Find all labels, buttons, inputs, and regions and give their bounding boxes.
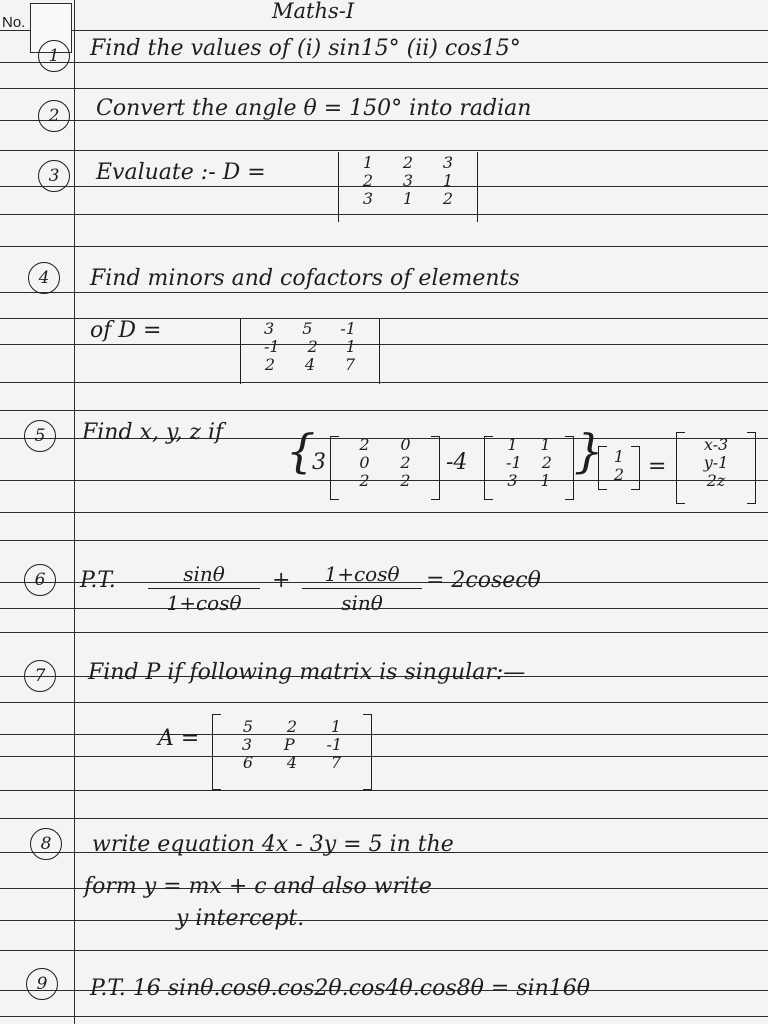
ruled-line: [0, 344, 768, 345]
matrix-cell: 1: [540, 435, 551, 454]
question-6-fraction-1: [148, 562, 260, 615]
question-4-number: 4: [28, 262, 60, 294]
matrix-cell: 1: [613, 447, 625, 466]
question-8-number: 8: [30, 828, 62, 860]
question-6-fraction-2: [302, 562, 422, 615]
matrix-cell: x-3: [703, 435, 729, 454]
bracket-left: [212, 714, 221, 790]
matrix-cell: 3: [442, 153, 454, 172]
question-1-text: Find the values of (i) sin15° (ii) cos15°: [90, 36, 521, 61]
question-2-text: Convert the angle θ = 150° into radian: [96, 96, 532, 121]
matrix-cell: 3: [362, 189, 374, 208]
matrix-cell: 2: [264, 355, 276, 374]
matrix-cell: 2: [400, 453, 411, 472]
matrix-row: [250, 338, 370, 356]
matrix-row: [250, 356, 370, 374]
matrix-cell: 4: [286, 753, 298, 772]
curly-brace-left: {: [286, 424, 316, 478]
ruled-line: [0, 818, 768, 819]
ruled-line: [0, 702, 768, 703]
fraction-2-bar: [302, 588, 422, 589]
matrix-row: [226, 718, 358, 736]
question-5-matrix-4: [676, 432, 756, 504]
question-2-number: 2: [38, 100, 70, 132]
fraction-2-denominator: sinθ: [341, 591, 383, 615]
question-1-number: 1: [38, 40, 70, 72]
question-3-determinant: [338, 152, 478, 222]
ruled-line: [0, 1016, 768, 1017]
matrix-cell: 1: [540, 471, 551, 490]
question-5-matrix-1: [330, 436, 440, 500]
fraction-1-denominator: 1+cosθ: [166, 591, 242, 615]
matrix-cell: 5: [302, 319, 313, 338]
ruled-line: [0, 756, 768, 757]
question-8-text-line2: form y = mx + c and also write: [84, 874, 432, 899]
determinant-bar-right: [477, 152, 478, 222]
bracket-right: [363, 714, 372, 790]
bracket-left: [330, 436, 339, 500]
determinant-bar-right: [379, 318, 380, 384]
question-5-scalar: 3: [312, 450, 326, 475]
question-7-matrix: [212, 714, 372, 790]
bracket-left: [598, 446, 607, 490]
matrix-cell: 2: [362, 171, 374, 190]
ruled-line: [0, 382, 768, 383]
matrix-cell: 1: [362, 153, 374, 172]
matrix-row: [348, 154, 468, 172]
question-8-text: write equation 4x - 3y = 5 in the: [92, 832, 454, 857]
matrix-cell: 2: [400, 471, 411, 490]
matrix-cell: 1: [345, 337, 356, 356]
question-9-number: 9: [26, 968, 58, 1000]
bracket-right: [431, 436, 440, 500]
matrix-cell: y-1: [703, 453, 729, 472]
ruled-line: [0, 410, 768, 411]
matrix-cell: 7: [344, 355, 356, 374]
matrix-row: [250, 320, 370, 338]
matrix-row: [608, 448, 630, 466]
matrix-cell: 1: [442, 171, 454, 190]
ruled-line: [0, 734, 768, 735]
matrix-cell: 0: [400, 435, 411, 454]
matrix-cell: -1: [340, 319, 356, 338]
matrix-cell: P: [283, 735, 295, 754]
matrix-row: [226, 754, 358, 772]
matrix-cell: 2: [541, 453, 552, 472]
matrix-cell: 5: [242, 717, 254, 736]
matrix-row: [344, 454, 426, 472]
matrix-cell: 3: [402, 171, 414, 190]
matrix-cell: 3: [241, 735, 253, 754]
matrix-cell: 3: [507, 471, 518, 490]
question-5-matrix-2: [484, 436, 574, 500]
question-6-rhs: = 2cosecθ: [426, 568, 541, 593]
matrix-row: [686, 436, 746, 454]
curly-brace-right: }: [574, 424, 604, 478]
ruled-line: [0, 30, 768, 31]
question-7-label: A =: [158, 726, 200, 751]
bracket-right: [747, 432, 756, 504]
matrix-cell: 2: [307, 337, 318, 356]
matrix-row: [226, 736, 358, 754]
ruled-line: [0, 246, 768, 247]
matrix-row: [496, 436, 562, 454]
matrix-cell: 2z: [706, 471, 726, 490]
fraction-2-numerator: 1+cosθ: [324, 562, 400, 586]
ruled-line: [0, 88, 768, 89]
page-title: Maths-I: [272, 0, 355, 23]
determinant-bar-left: [338, 152, 339, 222]
matrix-cell: 2: [402, 153, 414, 172]
question-3-number: 3: [38, 160, 70, 192]
question-5-operator: -4: [446, 450, 468, 475]
ruled-line: [0, 292, 768, 293]
matrix-cell: 6: [242, 753, 254, 772]
matrix-cell: -1: [326, 735, 343, 754]
bracket-left: [484, 436, 493, 500]
matrix-cell: 1: [330, 717, 342, 736]
question-7-number: 7: [24, 660, 56, 692]
ruled-line: [0, 632, 768, 633]
matrix-row: [348, 190, 468, 208]
question-4-text: Find minors and cofactors of elements: [90, 266, 520, 291]
question-4-determinant: [240, 318, 380, 384]
ruled-line: [0, 540, 768, 541]
matrix-cell: 2: [613, 465, 625, 484]
bracket-right: [565, 436, 574, 500]
matrix-cell: 1: [402, 189, 414, 208]
question-6-text: P.T.: [80, 568, 116, 593]
matrix-cell: 0: [359, 453, 370, 472]
matrix-row: [496, 454, 562, 472]
matrix-cell: 2: [442, 189, 454, 208]
question-3-text: Evaluate :- D =: [96, 160, 266, 185]
matrix-row: [686, 472, 746, 490]
fraction-1-numerator: sinθ: [183, 562, 225, 586]
bracket-right: [631, 446, 640, 490]
matrix-cell: 2: [359, 435, 370, 454]
question-5-text: Find x, y, z if: [82, 420, 224, 445]
margin-line: [74, 0, 75, 1024]
question-4-text-line2: of D =: [90, 318, 162, 343]
matrix-row: [608, 466, 630, 484]
question-5-number: 5: [24, 420, 56, 452]
matrix-row: [344, 436, 426, 454]
fraction-1-bar: [148, 588, 260, 589]
ruled-line: [0, 950, 768, 951]
matrix-row: [348, 172, 468, 190]
question-5-equals: =: [648, 454, 667, 479]
matrix-cell: 2: [286, 717, 298, 736]
matrix-cell: 7: [330, 753, 342, 772]
question-5-matrix-3: [598, 446, 640, 490]
question-7-text: Find P if following matrix is singular:—: [88, 660, 526, 685]
determinant-bar-left: [240, 318, 241, 384]
bracket-left: [676, 432, 685, 504]
matrix-row: [496, 472, 562, 490]
matrix-row: [344, 472, 426, 490]
ruled-line: [0, 920, 768, 921]
question-6-number: 6: [24, 564, 56, 596]
ruled-line: [0, 512, 768, 513]
question-6-plus: +: [272, 568, 291, 593]
matrix-cell: -1: [506, 453, 522, 472]
matrix-cell: 3: [264, 319, 275, 338]
matrix-cell: 2: [359, 471, 370, 490]
ruled-line: [0, 62, 768, 63]
question-8-text-line3: y intercept.: [176, 906, 305, 931]
matrix-row: [686, 454, 746, 472]
page-number-label: No.: [2, 14, 26, 31]
matrix-cell: 1: [507, 435, 518, 454]
ruled-line: [0, 790, 768, 791]
question-9-text: P.T. 16 sinθ.cosθ.cos2θ.cos4θ.cos8θ = sin16θ: [90, 976, 591, 1001]
matrix-cell: -1: [264, 337, 280, 356]
matrix-cell: 4: [304, 355, 316, 374]
ruled-line: [0, 150, 768, 151]
